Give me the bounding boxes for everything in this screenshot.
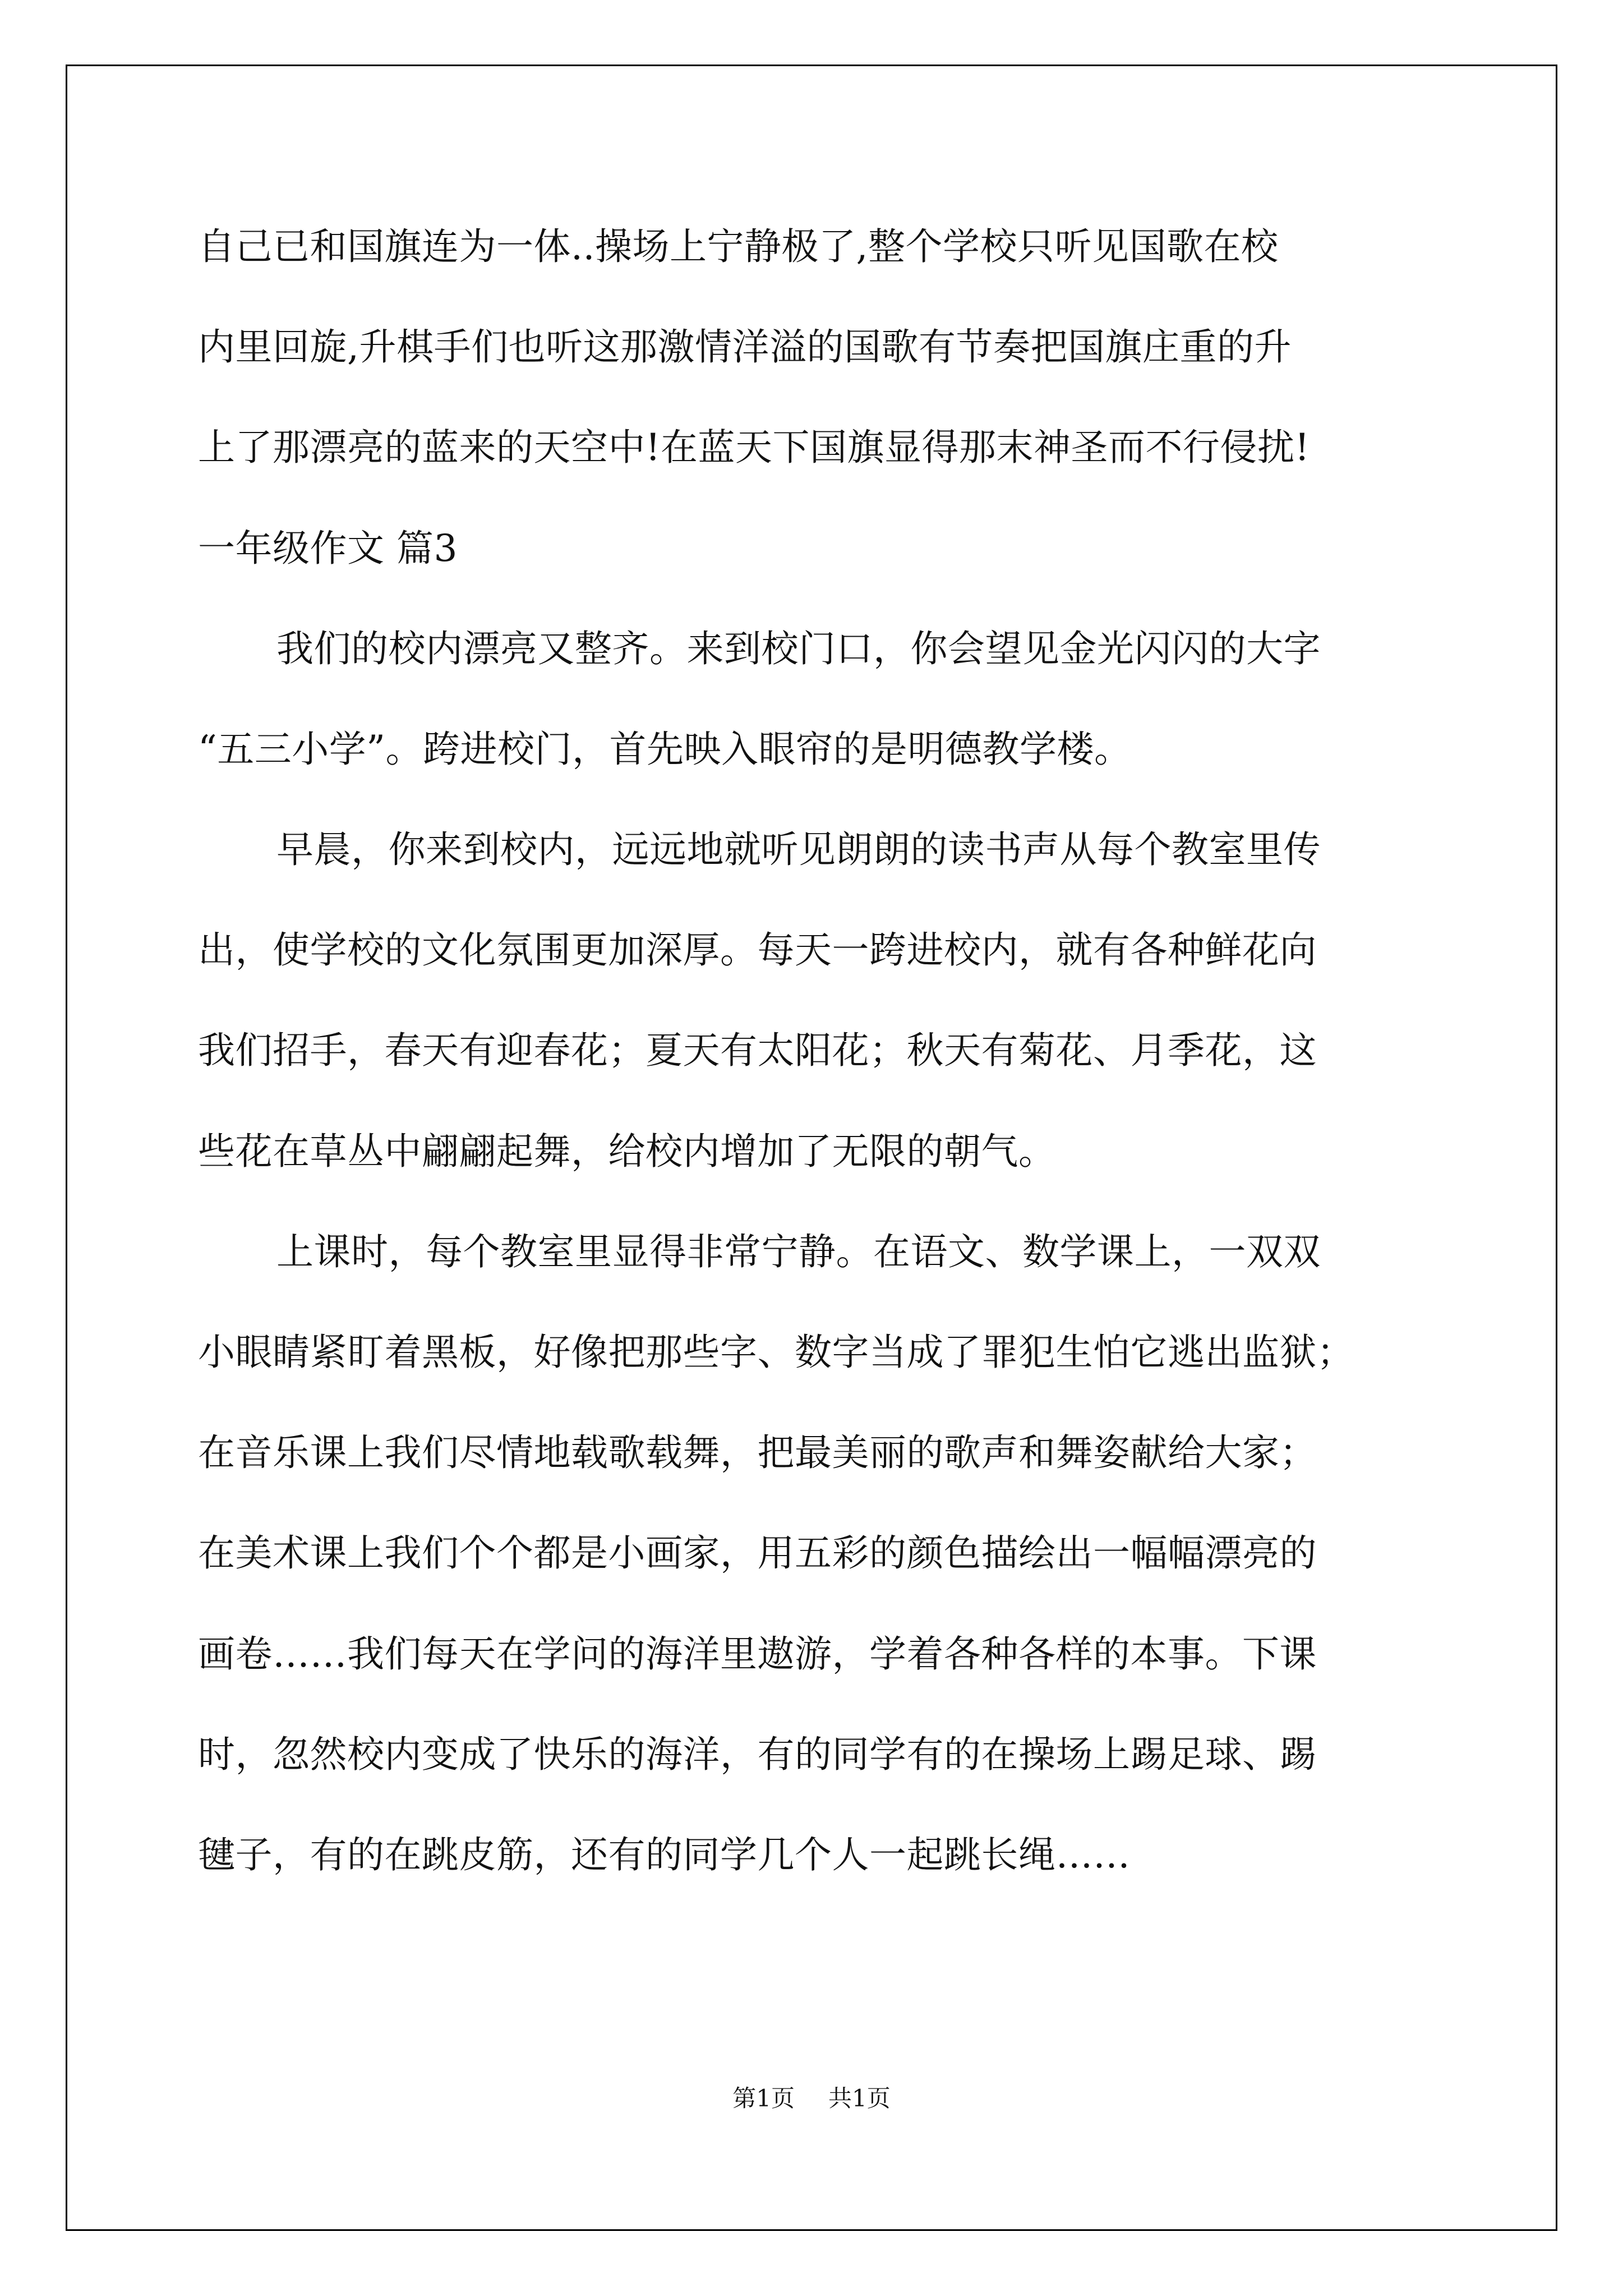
page-footer: [0, 2085, 1623, 2113]
text-line: 在音乐课上我们尽情地载歌载舞，把最美丽的歌声和舞姿献给大家；: [198, 1431, 1317, 1474]
page-total: 共1页: [828, 2085, 891, 2112]
text-line: 自己已和国旗连为一体..操场上宁静极了,整个学校只听见国歌在校: [198, 225, 1279, 268]
text-line: 毽子，有的在跳皮筋，还有的同学几个人一起跳长绳……: [198, 1833, 1131, 1876]
text-line: 时，忽然校内变成了快乐的海洋，有的同学有的在操场上踢足球、踢: [198, 1733, 1317, 1776]
text-line: 上课时，每个教室里显得非常宁静。在语文、数学课上，一双双: [276, 1230, 1321, 1273]
text-line: 出，使学校的文化氛围更加深厚。每天一跨进校内，就有各种鲜花向: [198, 928, 1317, 972]
text-line: 小眼睛紧盯着黑板，好像把那些字、数字当成了罪犯生怕它逃出监狱；: [198, 1331, 1354, 1374]
text-line: “五三小学”。跨进校门，首先映入眼帘的是明德教学楼。: [198, 728, 1132, 771]
text-line: 内里回旋,升棋手们也听这那激情洋溢的国歌有节奏把国旗庄重的升: [198, 325, 1292, 369]
text-line: 上了那漂亮的蓝来的天空中!在蓝天下国旗显得那末神圣而不行侵扰!: [198, 426, 1310, 469]
text-line: 些花在草丛中翩翩起舞，给校内增加了无限的朝气。: [198, 1130, 1056, 1173]
text-line: 画卷……我们每天在学问的海洋里遨游，学着各种各样的本事。下课: [198, 1632, 1317, 1676]
page-number: 第1页: [732, 2085, 795, 2112]
text-line: 我们的校内漂亮又整齐。来到校门口，你会望见金光闪闪的大字: [276, 627, 1321, 670]
section-heading: 一年级作文 篇3: [198, 527, 458, 570]
text-line: 在美术课上我们个个都是小画家，用五彩的颜色描绘出一幅幅漂亮的: [198, 1531, 1317, 1575]
text-line: 早晨，你来到校内，远远地就听见朗朗的读书声从每个教室里传: [276, 828, 1321, 871]
text-line: 我们招手，春天有迎春花；夏天有太阳花；秋天有菊花、月季花，这: [198, 1029, 1317, 1072]
